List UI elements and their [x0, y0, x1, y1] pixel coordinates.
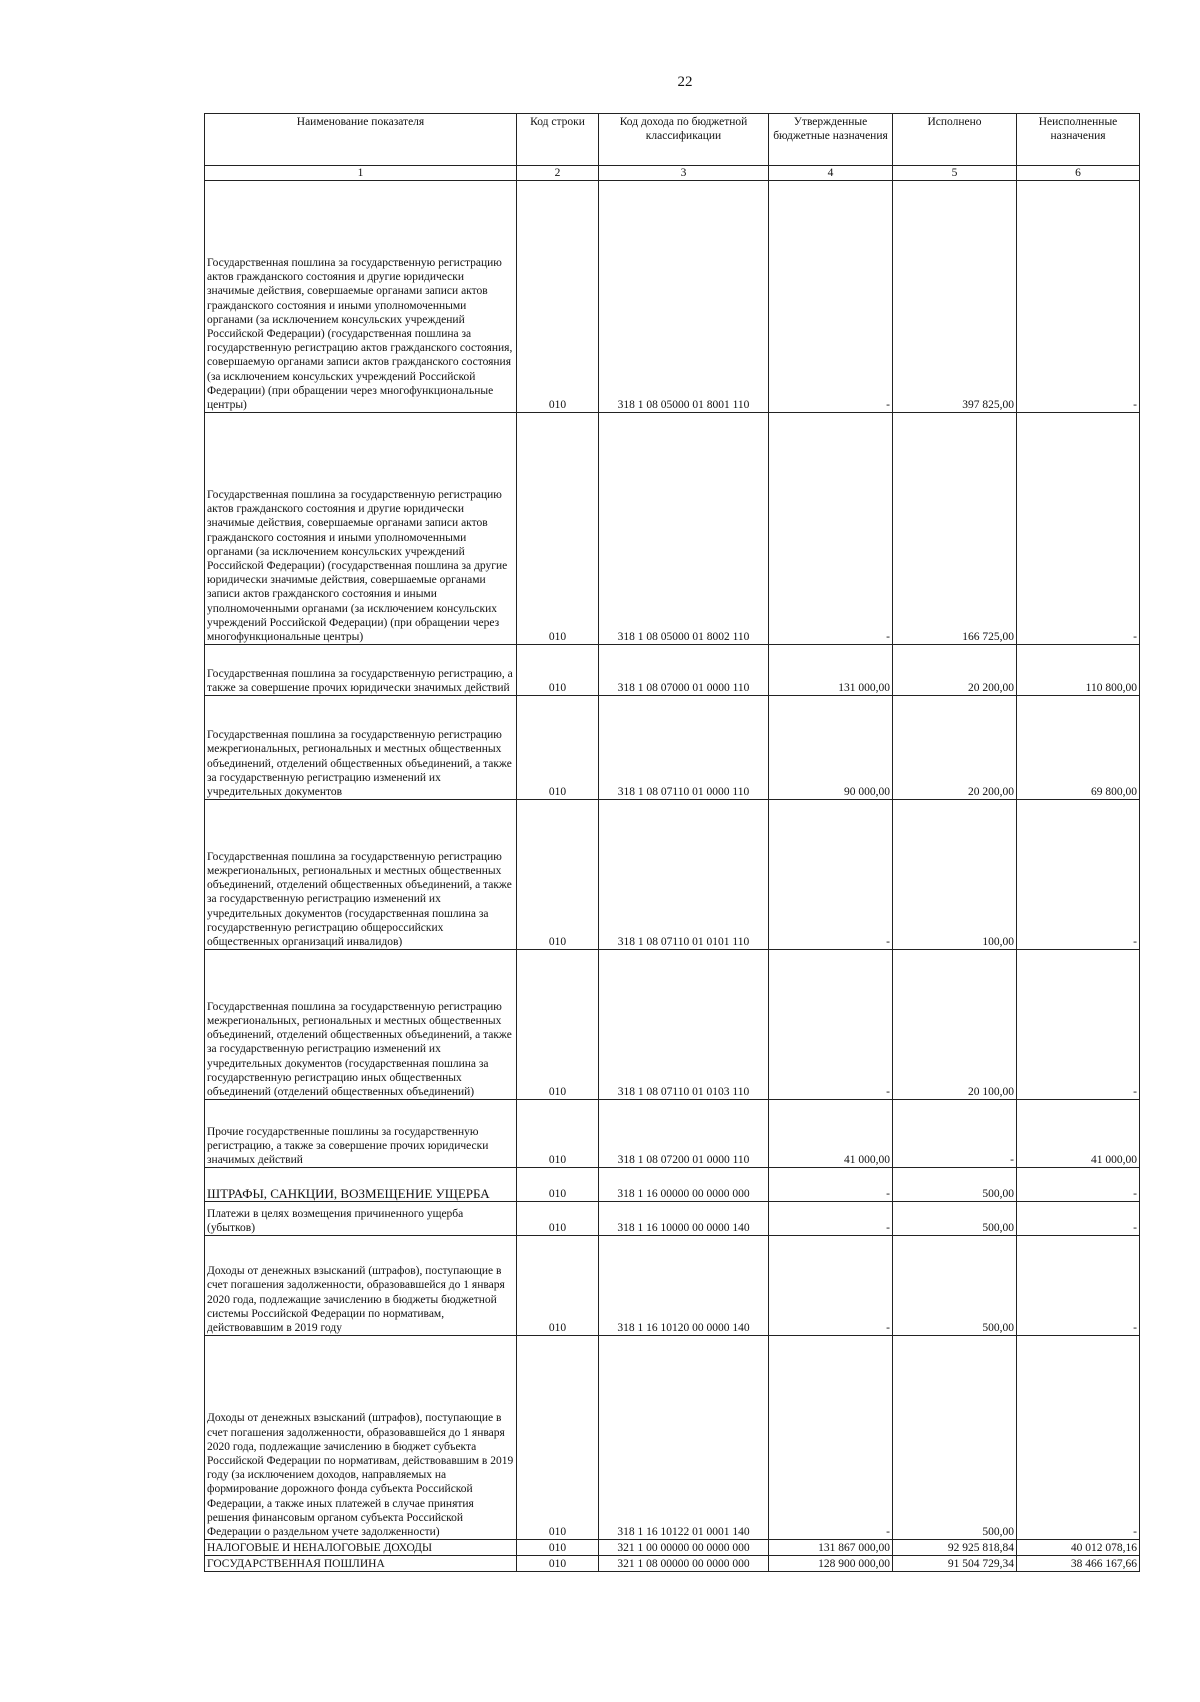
row-unexecuted: -	[1017, 950, 1140, 1100]
row-line-code: 010	[517, 645, 599, 696]
table-header-row	[205, 114, 1140, 166]
table-row	[205, 1336, 1140, 1540]
row-budget-code: 318 1 16 00000 00 0000 000	[599, 1168, 769, 1202]
table-row-total	[205, 1556, 1140, 1572]
row-budget-code: 318 1 08 07110 01 0101 110	[599, 800, 769, 950]
row-name: Государственная пошлина за государственную регистрацию актов гражданского состояния и другие юридически значимые действия, совершаемые органами записи актов гражданского состояния и иными уполномоченными органами (за исключением консульских учреждений Российской Федерации) (государственная пошлина за другие юридически значимые действия, совершаемые органами записи актов гражданского состояния и иными уполномоченными органами (за исключением консульских учреждений Российской Федерации) (при обращении через многофункциональные центры)	[205, 413, 517, 645]
header-line-code: Код строки	[517, 114, 599, 166]
table-row	[205, 800, 1140, 950]
row-unexecuted: 41 000,00	[1017, 1100, 1140, 1168]
row-line-code: 010	[517, 1336, 599, 1540]
row-unexecuted: -	[1017, 413, 1140, 645]
header-approved: Утвержденные бюджетные назначения	[769, 114, 893, 166]
header-unexecuted: Неисполненные назначения	[1017, 114, 1140, 166]
row-unexecuted: 69 800,00	[1017, 696, 1140, 800]
row-approved: -	[769, 1336, 893, 1540]
row-unexecuted: -	[1017, 181, 1140, 413]
row-executed: 166 725,00	[893, 413, 1017, 645]
column-number: 3	[599, 166, 769, 181]
row-executed: 100,00	[893, 800, 1017, 950]
row-name: Государственная пошлина за государственную регистрацию межрегиональных, региональных и местных общественных объединений, отделений общественных объединений, а также за государственную регистрацию изменений их учредительных документов (государственная пошлина за государственную регистрацию общероссийских общественных организаций инвалидов)	[205, 800, 517, 950]
row-budget-code: 318 1 08 07110 01 0000 110	[599, 696, 769, 800]
row-line-code: 010	[517, 950, 599, 1100]
row-line-code: 010	[517, 1202, 599, 1236]
row-executed: 92 925 818,84	[893, 1540, 1017, 1556]
table-row	[205, 1168, 1140, 1202]
row-unexecuted: -	[1017, 1336, 1140, 1540]
row-line-code: 010	[517, 1236, 599, 1336]
row-approved: 131 867 000,00	[769, 1540, 893, 1556]
row-budget-code: 318 1 08 07000 01 0000 110	[599, 645, 769, 696]
row-unexecuted: 40 012 078,16	[1017, 1540, 1140, 1556]
row-budget-code: 318 1 08 05000 01 8001 110	[599, 181, 769, 413]
row-executed: 500,00	[893, 1336, 1017, 1540]
table-row	[205, 1100, 1140, 1168]
row-name: ШТРАФЫ, САНКЦИИ, ВОЗМЕЩЕНИЕ УЩЕРБА	[205, 1168, 517, 1202]
table-row	[205, 1236, 1140, 1336]
row-executed: 500,00	[893, 1202, 1017, 1236]
row-line-code: 010	[517, 1168, 599, 1202]
row-unexecuted: -	[1017, 800, 1140, 950]
row-line-code: 010	[517, 800, 599, 950]
row-name: Государственная пошлина за государственную регистрацию межрегиональных, региональных и местных общественных объединений, отделений общественных объединений, а также за государственную регистрацию изменений их учредительных документов	[205, 696, 517, 800]
column-number-row	[205, 166, 1140, 181]
row-approved: -	[769, 1202, 893, 1236]
row-name: ГОСУДАРСТВЕННАЯ ПОШЛИНА	[205, 1556, 517, 1572]
row-name: Государственная пошлина за государственную регистрацию актов гражданского состояния и другие юридически значимые действия, совершаемые органами записи актов гражданского состояния и иными уполномоченными органами (за исключением консульских учреждений Российской Федерации) (государственная пошлина за государственную регистрацию актов гражданского состояния, совершаемую органами записи актов гражданского состояния (за исключением консульских учреждений Российской Федерации) (при обращении через многофункциональные центры)	[205, 181, 517, 413]
row-approved: -	[769, 181, 893, 413]
row-budget-code: 318 1 08 07200 01 0000 110	[599, 1100, 769, 1168]
row-approved: 128 900 000,00	[769, 1556, 893, 1572]
column-number: 2	[517, 166, 599, 181]
row-approved: 131 000,00	[769, 645, 893, 696]
row-line-code: 010	[517, 181, 599, 413]
row-executed: 500,00	[893, 1168, 1017, 1202]
row-executed: 20 100,00	[893, 950, 1017, 1100]
row-executed: 20 200,00	[893, 696, 1017, 800]
row-name: Доходы от денежных взысканий (штрафов), поступающие в счет погашения задолженности, образовавшейся до 1 января 2020 года, подлежащие зачислению в бюджеты бюджетной системы Российской Федерации по нормативам, действовавшим в 2019 году	[205, 1236, 517, 1336]
row-line-code: 010	[517, 1540, 599, 1556]
row-line-code: 010	[517, 1100, 599, 1168]
row-line-code: 010	[517, 696, 599, 800]
column-number: 1	[205, 166, 517, 181]
page-number: 22	[677, 74, 693, 90]
revenue-report-table	[204, 113, 1140, 1572]
row-approved: 41 000,00	[769, 1100, 893, 1168]
row-unexecuted: -	[1017, 1202, 1140, 1236]
row-budget-code: 321 1 08 00000 00 0000 000	[599, 1556, 769, 1572]
row-budget-code: 318 1 16 10120 00 0000 140	[599, 1236, 769, 1336]
row-line-code: 010	[517, 1556, 599, 1572]
row-budget-code: 318 1 16 10122 01 0001 140	[599, 1336, 769, 1540]
header-indicator-name: Наименование показателя	[205, 114, 517, 166]
header-budget-code: Код дохода по бюджетной классификации	[599, 114, 769, 166]
table-row	[205, 950, 1140, 1100]
row-budget-code: 318 1 08 05000 01 8002 110	[599, 413, 769, 645]
row-approved: -	[769, 1168, 893, 1202]
row-name: Платежи в целях возмещения причиненного ущерба (убытков)	[205, 1202, 517, 1236]
row-approved: -	[769, 413, 893, 645]
row-name: Государственная пошлина за государственную регистрацию межрегиональных, региональных и местных общественных объединений, отделений общественных объединений, а также за государственную регистрацию изменений их учредительных документов (государственная пошлина за государственную регистрацию иных общественных объединений (отделений общественных объединений)	[205, 950, 517, 1100]
row-approved: 90 000,00	[769, 696, 893, 800]
row-executed: 397 825,00	[893, 181, 1017, 413]
table-row	[205, 645, 1140, 696]
row-unexecuted: 110 800,00	[1017, 645, 1140, 696]
row-approved: -	[769, 1236, 893, 1336]
table-row	[205, 1202, 1140, 1236]
row-name: Государственная пошлина за государственную регистрацию, а также за совершение прочих юридически значимых действий	[205, 645, 517, 696]
row-name: НАЛОГОВЫЕ И НЕНАЛОГОВЫЕ ДОХОДЫ	[205, 1540, 517, 1556]
row-budget-code: 321 1 00 00000 00 0000 000	[599, 1540, 769, 1556]
row-line-code: 010	[517, 413, 599, 645]
table-row	[205, 413, 1140, 645]
row-budget-code: 318 1 16 10000 00 0000 140	[599, 1202, 769, 1236]
row-name: Доходы от денежных взысканий (штрафов), поступающие в счет погашения задолженности, образовавшейся до 1 января 2020 года, подлежащие зачислению в бюджет субъекта Российской Федерации по нормативам, действовавшим в 2019 году (за исключением доходов, направляемых на формирование дорожного фонда субъекта Российской Федерации, а также иных платежей в случае принятия решения финансовым органом субъекта Российской Федерации о раздельном учете задолженности)	[205, 1336, 517, 1540]
row-budget-code: 318 1 08 07110 01 0103 110	[599, 950, 769, 1100]
row-approved: -	[769, 950, 893, 1100]
column-number: 6	[1017, 166, 1140, 181]
row-executed: -	[893, 1100, 1017, 1168]
column-number: 5	[893, 166, 1017, 181]
row-unexecuted: -	[1017, 1168, 1140, 1202]
row-name: Прочие государственные пошлины за государственную регистрацию, а также за совершение прочих юридически значимых действий	[205, 1100, 517, 1168]
row-unexecuted: 38 466 167,66	[1017, 1556, 1140, 1572]
header-executed: Исполнено	[893, 114, 1017, 166]
row-executed: 500,00	[893, 1236, 1017, 1336]
row-executed: 91 504 729,34	[893, 1556, 1017, 1572]
row-executed: 20 200,00	[893, 645, 1017, 696]
table-row	[205, 181, 1140, 413]
table-row-total	[205, 1540, 1140, 1556]
row-approved: -	[769, 800, 893, 950]
row-unexecuted: -	[1017, 1236, 1140, 1336]
column-number: 4	[769, 166, 893, 181]
table-row	[205, 696, 1140, 800]
